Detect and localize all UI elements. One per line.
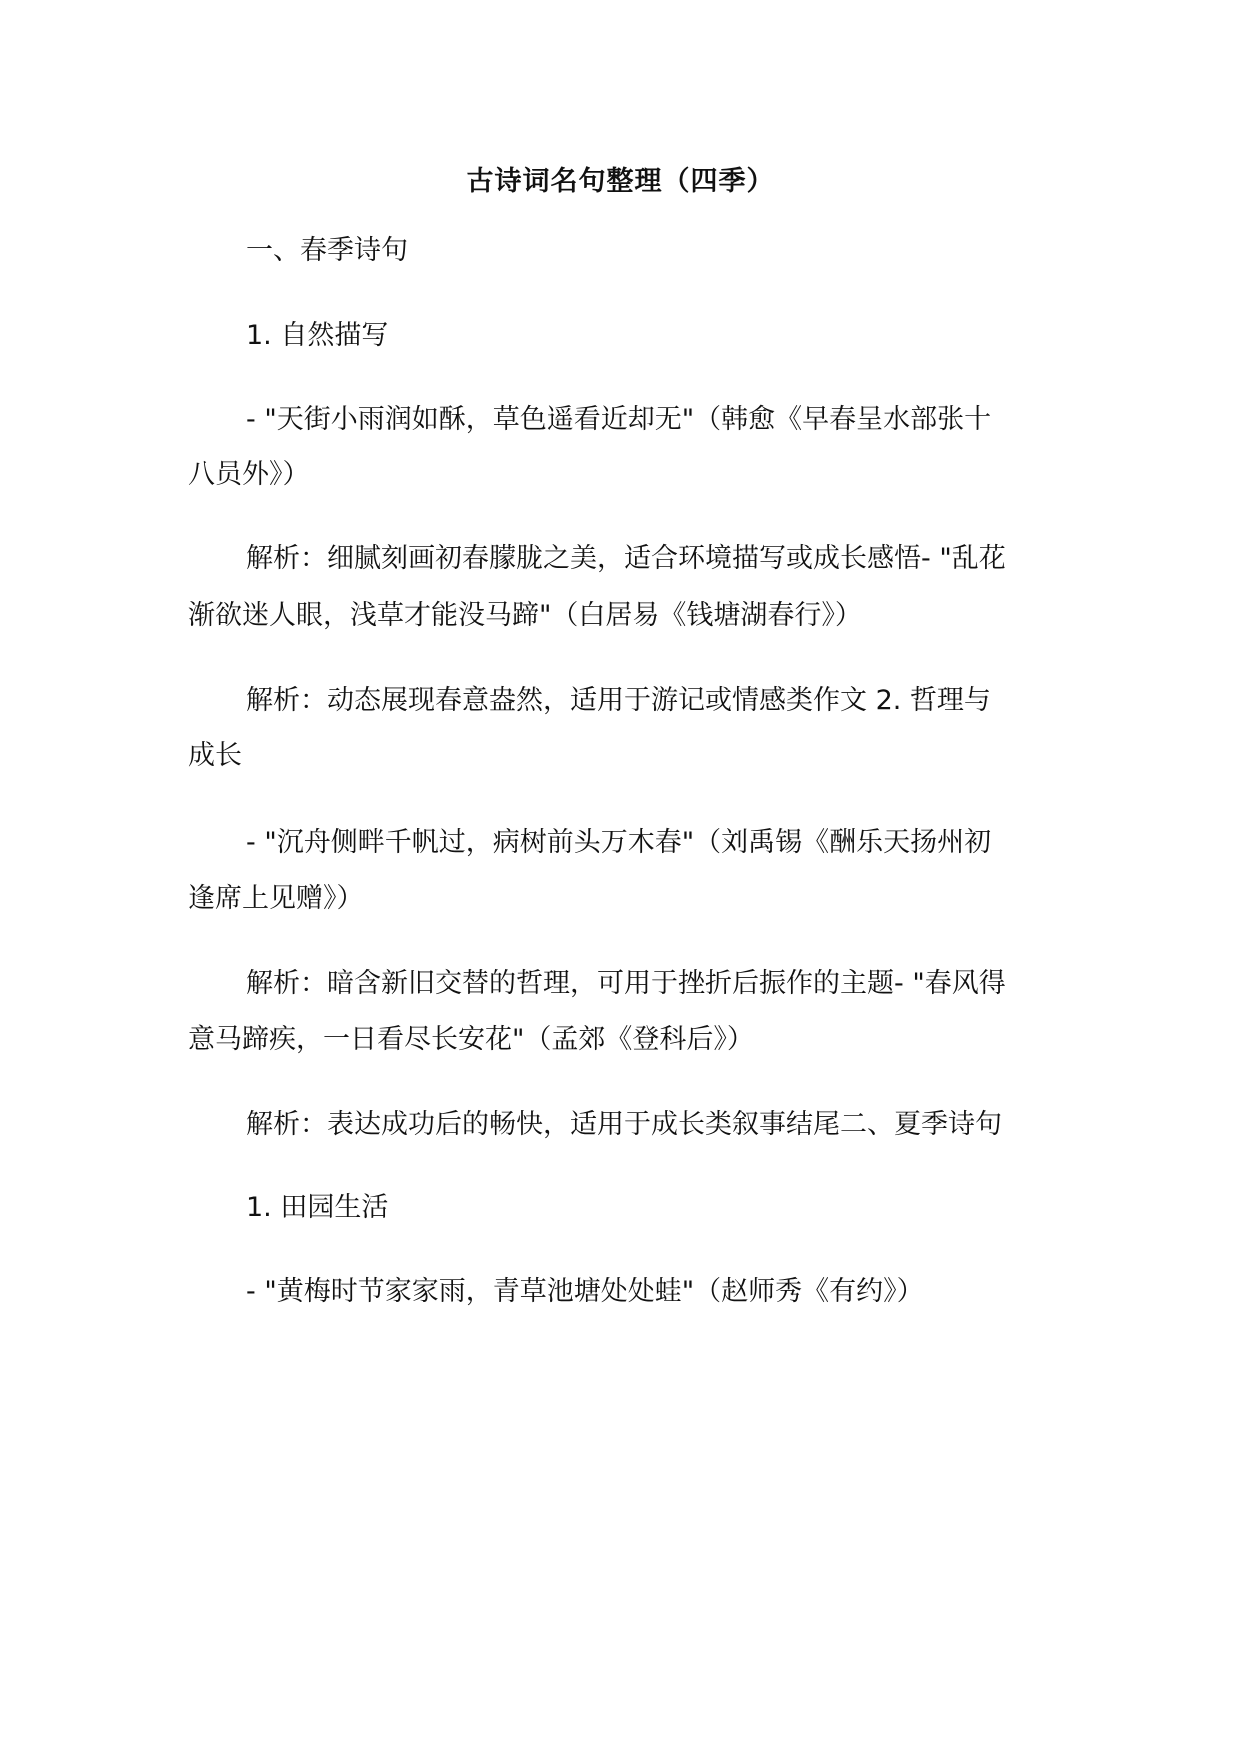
paragraph-line: 成长	[188, 740, 242, 771]
subsection-heading-countryside: 1. 田园生活	[246, 1192, 389, 1223]
subsection-heading-nature: 1. 自然描写	[246, 320, 389, 351]
paragraph-line: 八员外》）	[188, 459, 310, 490]
paragraph-line: 解析：表达成功后的畅快，适用于成长类叙事结尾二、夏季诗句	[246, 1109, 1002, 1140]
document-title: 古诗词名句整理（四季）	[466, 166, 775, 197]
paragraph-line: 意马蹄疾，一日看尽长安花"（孟郊《登科后》）	[188, 1024, 754, 1055]
paragraph-line: 解析：动态展现春意盎然，适用于游记或情感类作文 2. 哲理与	[246, 685, 991, 716]
paragraph-line: 渐欲迷人眼，浅草才能没马蹄"（白居易《钱塘湖春行》）	[188, 600, 862, 631]
paragraph-line: 解析：暗含新旧交替的哲理，可用于挫折后振作的主题- "春风得	[246, 968, 1006, 999]
paragraph-line: 逢席上见赠》）	[188, 883, 364, 914]
paragraph-line: - "沉舟侧畔千帆过，病树前头万木春"（刘禹锡《酬乐天扬州初	[246, 827, 992, 858]
section-heading-spring: 一、春季诗句	[246, 235, 408, 266]
paragraph-line: 解析：细腻刻画初春朦胧之美，适合环境描写或成长感悟- "乱花	[246, 543, 1006, 574]
paragraph-line: - "天街小雨润如酥，草色遥看近却无"（韩愈《早春呈水部张十	[246, 404, 992, 435]
paragraph-line: - "黄梅时节家家雨，青草池塘处处蛙"（赵师秀《有约》）	[246, 1276, 924, 1307]
